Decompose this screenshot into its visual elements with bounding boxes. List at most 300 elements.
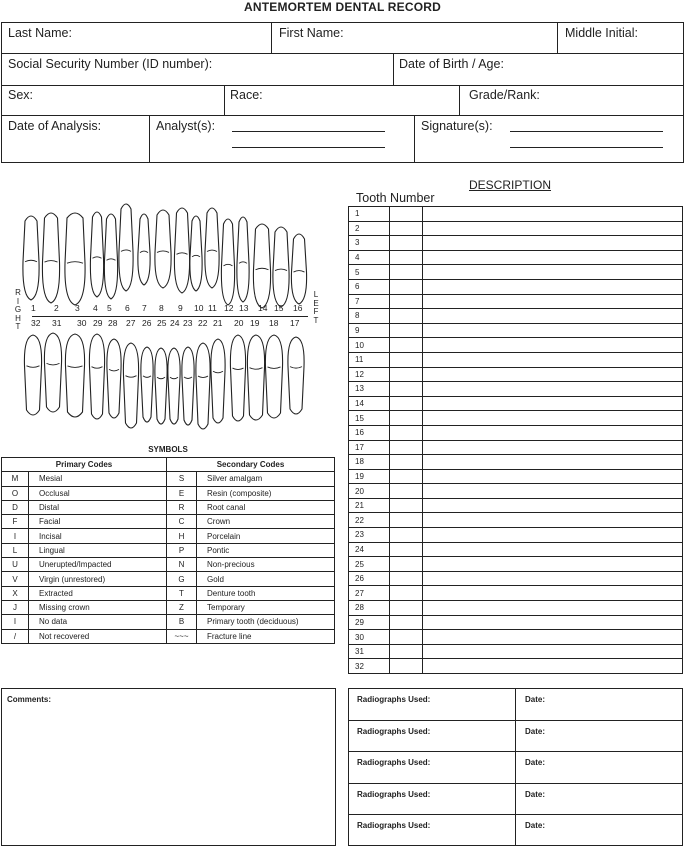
lower-tooth-number: 20 <box>234 318 244 328</box>
analyst-line-2[interactable] <box>232 147 385 148</box>
tooth-number-cell: 2 <box>349 221 390 236</box>
signature-line-2[interactable] <box>510 147 663 148</box>
tooth-description-cell[interactable] <box>423 338 683 353</box>
left-letter: L <box>313 290 319 299</box>
teeth-diagram <box>0 185 340 440</box>
upper-tooth-outline[interactable] <box>253 224 270 308</box>
symbol-row <box>2 600 335 614</box>
lower-tooth-outline[interactable] <box>123 343 138 428</box>
primary-code: I <box>2 529 29 543</box>
radiographs-used-field[interactable]: Radiographs Used: <box>357 758 431 768</box>
tooth-description-cell[interactable] <box>423 250 683 265</box>
right-letter: R <box>15 288 21 297</box>
upper-tooth-number: 14 <box>258 303 268 313</box>
description-row <box>349 411 683 426</box>
tooth-number-cell: 30 <box>349 630 390 645</box>
radiograph-row <box>349 751 682 783</box>
tooth-number-cell: 32 <box>349 659 390 674</box>
lower-tooth-outline[interactable] <box>44 333 61 412</box>
tooth-code-cell[interactable] <box>390 250 423 265</box>
tooth-description-cell[interactable] <box>423 279 683 294</box>
right-letter: H <box>15 313 21 323</box>
description-row <box>349 601 683 616</box>
description-row <box>349 309 683 324</box>
upper-tooth-number: 4 <box>93 303 98 313</box>
lower-tooth-outline[interactable] <box>24 335 41 415</box>
description-row <box>349 440 683 455</box>
lower-tooth-outline[interactable] <box>182 347 194 425</box>
primary-description: Missing crown <box>29 600 167 614</box>
lower-tooth-number: 29 <box>93 318 103 328</box>
tooth-number-cell: 17 <box>349 440 390 455</box>
radiographs-used-field[interactable]: Radiographs Used: <box>357 695 431 704</box>
secondary-description: Resin (composite) <box>197 486 335 500</box>
description-row <box>349 557 683 572</box>
dental-chart <box>0 185 340 440</box>
upper-tooth-number: 2 <box>54 303 59 313</box>
description-row <box>349 279 683 294</box>
tooth-number-cell: 28 <box>349 601 390 616</box>
left-letter: E <box>313 298 319 308</box>
description-row <box>349 236 683 251</box>
symbols-table <box>1 457 335 644</box>
tooth-code-cell[interactable] <box>390 367 423 382</box>
secondary-code: E <box>167 486 197 500</box>
tooth-number-header: Tooth Number <box>356 191 435 205</box>
primary-code: U <box>2 558 29 572</box>
primary-codes-header: Primary Codes <box>2 458 167 472</box>
analysts-label: Analyst(s): <box>156 119 216 133</box>
lower-tooth-outline[interactable] <box>168 348 180 424</box>
description-row <box>349 455 683 470</box>
tooth-number-cell: 20 <box>349 484 390 499</box>
lower-tooth-number: 24 <box>170 318 180 328</box>
symbol-row <box>2 472 335 486</box>
tooth-code-cell[interactable] <box>390 455 423 470</box>
race-field[interactable]: Race: <box>230 88 263 102</box>
primary-code: O <box>2 486 29 500</box>
signature-line-1[interactable] <box>510 131 663 132</box>
middle-initial-field[interactable]: Middle Initial: <box>565 26 638 40</box>
tooth-code-cell[interactable] <box>390 557 423 572</box>
tooth-description-cell[interactable] <box>423 630 683 645</box>
radiograph-row <box>349 783 682 815</box>
upper-tooth-outline[interactable] <box>273 227 289 307</box>
secondary-code: S <box>167 472 197 486</box>
secondary-description: Pontic <box>197 543 335 557</box>
left-letter: F <box>313 307 319 316</box>
tooth-number-cell: 29 <box>349 615 390 630</box>
upper-tooth-number: 8 <box>159 303 164 313</box>
secondary-code: ~~~ <box>167 629 197 643</box>
primary-description: Unerupted/Impacted <box>29 558 167 572</box>
left-letter: T <box>313 315 319 325</box>
secondary-code: N <box>167 558 197 572</box>
tooth-code-cell[interactable] <box>390 338 423 353</box>
primary-description: Virgin (unrestored) <box>29 572 167 586</box>
tooth-code-cell[interactable] <box>390 571 423 586</box>
upper-tooth-outline[interactable] <box>174 208 189 293</box>
dob-age-field[interactable]: Date of Birth / Age: <box>399 57 504 71</box>
tooth-number-cell: 31 <box>349 644 390 659</box>
tooth-description-cell[interactable] <box>423 528 683 543</box>
secondary-description: Porcelain <box>197 529 335 543</box>
date-of-analysis-field[interactable]: Date of Analysis: <box>8 119 102 133</box>
upper-tooth-outline[interactable] <box>221 219 234 305</box>
upper-tooth-number: 15 <box>274 303 284 313</box>
tooth-code-cell[interactable] <box>390 498 423 513</box>
description-row <box>349 367 683 382</box>
tooth-code-cell[interactable] <box>390 601 423 616</box>
secondary-description: Non-precious <box>197 558 335 572</box>
description-row <box>349 469 683 484</box>
tooth-number-cell: 3 <box>349 236 390 251</box>
tooth-number-cell: 21 <box>349 498 390 513</box>
symbol-row <box>2 500 335 514</box>
comments-label: Comments: <box>7 695 52 704</box>
tooth-description-cell[interactable] <box>423 498 683 513</box>
tooth-code-cell[interactable] <box>390 484 423 499</box>
last-name-field[interactable]: Last Name: <box>8 26 72 40</box>
upper-tooth-number: 16 <box>293 303 303 313</box>
secondary-description: Gold <box>197 572 335 586</box>
tooth-description-cell[interactable] <box>423 352 683 367</box>
description-row <box>349 615 683 630</box>
upper-tooth-outline[interactable] <box>291 234 306 304</box>
tooth-number-cell: 12 <box>349 367 390 382</box>
tooth-description-cell[interactable] <box>423 396 683 411</box>
upper-tooth-number: 5 <box>107 303 112 313</box>
tooth-number-cell: 13 <box>349 382 390 397</box>
lower-tooth-outline[interactable] <box>247 335 264 420</box>
upper-tooth-outline[interactable] <box>90 212 103 297</box>
tooth-description-cell[interactable] <box>423 484 683 499</box>
grade-rank-field[interactable]: Grade/Rank: <box>469 88 540 102</box>
lower-tooth-number: 23 <box>183 318 193 328</box>
identification-form <box>1 22 684 163</box>
tooth-description-cell[interactable] <box>423 236 683 251</box>
lower-tooth-outline[interactable] <box>196 343 210 429</box>
tooth-number-cell: 19 <box>349 469 390 484</box>
radiographs-used-field[interactable]: Radiographs Used: <box>357 789 431 799</box>
tooth-description-cell[interactable] <box>423 644 683 659</box>
upper-tooth-number: 6 <box>125 303 130 313</box>
upper-tooth-outline[interactable] <box>23 216 39 300</box>
comments-box[interactable] <box>1 688 336 846</box>
secondary-code: T <box>167 586 197 600</box>
radiograph-row <box>349 814 682 846</box>
upper-tooth-outline[interactable] <box>155 210 171 288</box>
lower-tooth-outline[interactable] <box>89 334 104 419</box>
lower-tooth-number: 31 <box>52 318 62 328</box>
description-row <box>349 338 683 353</box>
radiograph-date-field[interactable]: Date: <box>525 758 546 768</box>
lower-tooth-number: 28 <box>108 318 118 328</box>
tooth-description-cell[interactable] <box>423 221 683 236</box>
page-title: ANTEMORTEM DENTAL RECORD <box>243 0 442 14</box>
primary-description: Extracted <box>29 586 167 600</box>
tooth-code-cell[interactable] <box>390 207 423 222</box>
lower-tooth-number: 30 <box>77 318 87 328</box>
upper-tooth-number: 11 <box>208 303 217 313</box>
tooth-number-cell: 6 <box>349 279 390 294</box>
tooth-description-cell[interactable] <box>423 425 683 440</box>
tooth-code-cell[interactable] <box>390 644 423 659</box>
signatures-label: Signature(s): <box>421 119 493 133</box>
tooth-description-cell[interactable] <box>423 411 683 426</box>
tooth-number-cell: 11 <box>349 352 390 367</box>
tooth-number-cell: 26 <box>349 571 390 586</box>
tooth-number-cell: 24 <box>349 542 390 557</box>
primary-code: D <box>2 500 29 514</box>
radiographs-used-field[interactable]: Radiographs Used: <box>357 727 431 737</box>
tooth-number-cell: 25 <box>349 557 390 572</box>
symbol-row <box>2 486 335 500</box>
tooth-code-cell[interactable] <box>390 586 423 601</box>
tooth-description-cell[interactable] <box>423 294 683 309</box>
symbol-row <box>2 615 335 629</box>
tooth-code-cell[interactable] <box>390 440 423 455</box>
tooth-number-cell: 9 <box>349 323 390 338</box>
radiograph-date-field[interactable]: Date: <box>525 820 546 830</box>
primary-description: Distal <box>29 500 167 514</box>
upper-tooth-outline[interactable] <box>42 213 59 303</box>
first-name-field[interactable]: First Name: <box>279 26 344 40</box>
tooth-code-cell[interactable] <box>390 542 423 557</box>
tooth-number-cell: 7 <box>349 294 390 309</box>
lower-tooth-outline[interactable] <box>230 335 245 421</box>
tooth-code-cell[interactable] <box>390 615 423 630</box>
secondary-code: H <box>167 529 197 543</box>
primary-description: Incisal <box>29 529 167 543</box>
tooth-description-cell[interactable] <box>423 659 683 674</box>
tooth-code-cell[interactable] <box>390 265 423 280</box>
lower-tooth-number: 17 <box>290 318 300 328</box>
tooth-number-cell: 14 <box>349 396 390 411</box>
upper-tooth-outline[interactable] <box>104 214 117 299</box>
secondary-code: G <box>167 572 197 586</box>
tooth-code-cell[interactable] <box>390 396 423 411</box>
tooth-description-cell[interactable] <box>423 513 683 528</box>
description-row <box>349 207 683 222</box>
lower-tooth-number: 21 <box>213 318 223 328</box>
secondary-code: R <box>167 500 197 514</box>
secondary-description: Root canal <box>197 500 335 514</box>
symbol-row <box>2 515 335 529</box>
secondary-description: Fracture line <box>197 629 335 643</box>
description-row <box>349 630 683 645</box>
secondary-code: C <box>167 515 197 529</box>
tooth-code-cell[interactable] <box>390 294 423 309</box>
radiograph-date-field[interactable]: Date: <box>525 695 546 704</box>
description-row <box>349 498 683 513</box>
tooth-description-cell[interactable] <box>423 455 683 470</box>
lower-tooth-number: 27 <box>126 318 136 328</box>
tooth-description-cell[interactable] <box>423 207 683 222</box>
tooth-code-cell[interactable] <box>390 382 423 397</box>
tooth-code-cell[interactable] <box>390 469 423 484</box>
description-table <box>348 206 683 674</box>
tooth-code-cell[interactable] <box>390 659 423 674</box>
lower-tooth-number: 22 <box>198 318 208 328</box>
ssn-field[interactable]: Social Security Number (ID number): <box>8 57 213 71</box>
tooth-code-cell[interactable] <box>390 352 423 367</box>
radiograph-date-field[interactable]: Date: <box>525 789 546 799</box>
tooth-number-cell: 5 <box>349 265 390 280</box>
primary-code: L <box>2 543 29 557</box>
tooth-number-cell: 1 <box>349 207 390 222</box>
symbol-row <box>2 558 335 572</box>
lower-tooth-number: 18 <box>269 318 279 328</box>
tooth-number-cell: 16 <box>349 425 390 440</box>
tooth-code-cell[interactable] <box>390 221 423 236</box>
tooth-description-cell[interactable] <box>423 601 683 616</box>
primary-code: V <box>2 572 29 586</box>
lower-tooth-outline[interactable] <box>141 347 153 422</box>
symbol-row <box>2 629 335 643</box>
primary-code: F <box>2 515 29 529</box>
description-row <box>349 323 683 338</box>
radiograph-row <box>349 720 682 752</box>
primary-description: Lingual <box>29 543 167 557</box>
tooth-description-cell[interactable] <box>423 367 683 382</box>
tooth-description-cell[interactable] <box>423 265 683 280</box>
right-side-label <box>14 289 22 332</box>
symbol-row <box>2 529 335 543</box>
lower-tooth-outline[interactable] <box>65 334 84 417</box>
right-letter: G <box>14 305 22 314</box>
analyst-line-1[interactable] <box>232 131 385 132</box>
tooth-number-cell: 27 <box>349 586 390 601</box>
primary-code: / <box>2 629 29 643</box>
primary-code: X <box>2 586 29 600</box>
upper-tooth-outline[interactable] <box>237 217 249 302</box>
description-row <box>349 294 683 309</box>
symbol-row <box>2 543 335 557</box>
primary-description: No data <box>29 615 167 629</box>
primary-description: Facial <box>29 515 167 529</box>
description-row <box>349 571 683 586</box>
description-row <box>349 528 683 543</box>
lower-tooth-outline[interactable] <box>265 335 282 418</box>
tooth-code-cell[interactable] <box>390 309 423 324</box>
secondary-description: Denture tooth <box>197 586 335 600</box>
upper-tooth-number: 10 <box>194 303 204 313</box>
sex-field[interactable]: Sex: <box>8 88 34 102</box>
upper-tooth-outline[interactable] <box>205 208 219 288</box>
secondary-code: Z <box>167 600 197 614</box>
tooth-description-cell[interactable] <box>423 440 683 455</box>
upper-tooth-outline[interactable] <box>138 214 150 285</box>
description-row <box>349 352 683 367</box>
description-row <box>349 250 683 265</box>
tooth-code-cell[interactable] <box>390 323 423 338</box>
primary-code: M <box>2 472 29 486</box>
description-row <box>349 542 683 557</box>
description-row <box>349 586 683 601</box>
tooth-description-cell[interactable] <box>423 542 683 557</box>
tooth-code-cell[interactable] <box>390 411 423 426</box>
upper-tooth-number: 1 <box>31 303 36 313</box>
description-title: DESCRIPTION <box>469 178 552 192</box>
upper-tooth-number: 7 <box>142 303 147 313</box>
description-row <box>349 382 683 397</box>
lower-tooth-number: 19 <box>250 318 260 328</box>
tooth-number-cell: 15 <box>349 411 390 426</box>
tooth-description-cell[interactable] <box>423 557 683 572</box>
tooth-code-cell[interactable] <box>390 279 423 294</box>
tooth-number-cell: 18 <box>349 455 390 470</box>
lower-tooth-number: 32 <box>31 318 41 328</box>
lower-tooth-outline[interactable] <box>288 337 304 414</box>
tooth-description-cell[interactable] <box>423 615 683 630</box>
tooth-number-cell: 22 <box>349 513 390 528</box>
right-letter: T <box>15 322 21 331</box>
midline-divider <box>32 316 308 317</box>
radiographs-used-field[interactable]: Radiographs Used: <box>357 820 431 830</box>
lower-tooth-outline[interactable] <box>155 348 167 424</box>
upper-tooth-outline[interactable] <box>190 216 202 291</box>
lower-tooth-outline[interactable] <box>107 339 121 418</box>
left-side-label <box>312 291 320 325</box>
secondary-code: P <box>167 543 197 557</box>
tooth-code-cell[interactable] <box>390 425 423 440</box>
tooth-number-cell: 4 <box>349 250 390 265</box>
description-row <box>349 513 683 528</box>
upper-tooth-outline[interactable] <box>65 213 85 305</box>
lower-tooth-outline[interactable] <box>211 339 225 423</box>
right-letter: I <box>16 296 20 306</box>
tooth-description-cell[interactable] <box>423 382 683 397</box>
tooth-number-cell: 23 <box>349 528 390 543</box>
primary-description: Mesial <box>29 472 167 486</box>
upper-tooth-number: 9 <box>178 303 183 313</box>
secondary-description: Silver amalgam <box>197 472 335 486</box>
tooth-code-cell[interactable] <box>390 236 423 251</box>
tooth-description-cell[interactable] <box>423 571 683 586</box>
radiograph-date-field[interactable]: Date: <box>525 727 546 737</box>
radiograph-row <box>349 689 682 720</box>
secondary-codes-header: Secondary Codes <box>167 458 335 472</box>
symbol-row <box>2 572 335 586</box>
description-row <box>349 659 683 674</box>
tooth-code-cell[interactable] <box>390 513 423 528</box>
upper-tooth-outline[interactable] <box>119 204 133 291</box>
symbol-row <box>2 586 335 600</box>
upper-tooth-number: 3 <box>75 303 80 313</box>
primary-code: J <box>2 600 29 614</box>
description-row <box>349 221 683 236</box>
secondary-code: B <box>167 615 197 629</box>
description-row <box>349 396 683 411</box>
description-row <box>349 644 683 659</box>
tooth-description-cell[interactable] <box>423 586 683 601</box>
symbols-title: SYMBOLS <box>148 445 188 454</box>
tooth-code-cell[interactable] <box>390 528 423 543</box>
radiographs-table <box>348 688 683 846</box>
tooth-description-cell[interactable] <box>423 323 683 338</box>
tooth-code-cell[interactable] <box>390 630 423 645</box>
tooth-number-cell: 10 <box>349 338 390 353</box>
upper-tooth-number: 12 <box>224 303 234 313</box>
description-row <box>349 265 683 280</box>
secondary-description: Crown <box>197 515 335 529</box>
tooth-description-cell[interactable] <box>423 469 683 484</box>
tooth-description-cell[interactable] <box>423 309 683 324</box>
lower-tooth-number: 26 <box>142 318 152 328</box>
upper-tooth-number: 13 <box>239 303 249 313</box>
description-row <box>349 484 683 499</box>
